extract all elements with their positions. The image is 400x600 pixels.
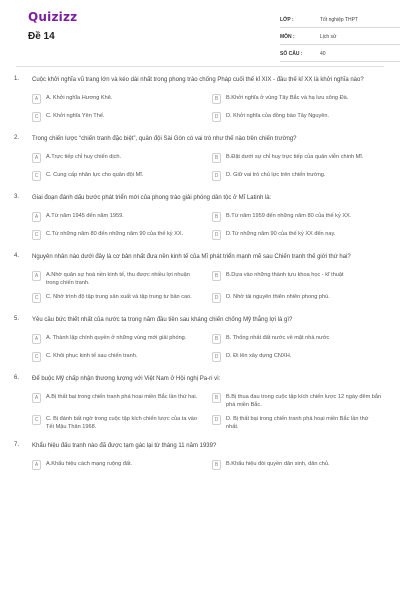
answer-options [32,153,382,183]
question-number: 5. [14,316,20,322]
answer-option[interactable] [212,393,382,409]
question-number: 4. [14,253,20,259]
question-item [0,194,400,242]
answer-option[interactable] [212,271,382,287]
answer-option[interactable] [212,460,382,472]
question-number: 2. [14,135,20,141]
option-letter-box: B [212,94,221,104]
option-text: B.Dựa vào những thành tựu khoa học - kĩ thuật [226,272,344,278]
option-text: D.Từ những năm 90 của thế kỷ XX đến nay. [226,231,336,237]
meta-label: MÔN : [280,34,295,40]
option-letter-box: C [32,171,41,181]
option-text: B.Khẩu hiệu đòi quyền dân sinh, dân chủ. [226,461,330,467]
question-number: 3. [14,194,20,200]
answer-option[interactable] [32,94,202,106]
option-letter-box: B [212,460,221,470]
option-letter-box: C [32,293,41,303]
option-letter-box: D [212,352,221,362]
answer-option[interactable] [212,293,382,305]
option-text: C. Khởi nghĩa Yên Thế. [46,113,105,119]
option-text: A.Khẩu hiệu cách mạng ruộng đất. [46,461,133,467]
answer-option[interactable] [32,415,202,431]
option-text: A. Khởi nghĩa Hương Khê. [46,95,113,101]
option-letter-box: A [32,271,41,281]
option-text: B. Thống nhất đất nước về mặt nhà nước [226,335,330,341]
option-text: C. Cung cấp nhân lực cho quân đội Mĩ. [46,172,144,178]
answer-option[interactable] [32,334,202,346]
question-item [0,442,400,472]
answer-option[interactable] [32,153,202,165]
quizizz-logo: Quizizz [28,10,78,24]
question-item [0,253,400,305]
question-text: Để buộc Mỹ chấp nhận thương lượng với Việt Nam ở Hội nghị Pa-ri vì: [32,376,221,382]
option-text: B.Bị thua đau trong cuộc tập kích chiến lược 12 ngày đêm bắn phá miền Bắc. [226,394,382,408]
option-text: A.Trực tiếp chỉ huy chiến dịch. [46,154,122,160]
option-text: B.Từ năm 1959 đến những năm 80 của thế kỷ XX. [226,213,352,219]
answer-options [32,393,382,431]
meta-row-class [280,13,400,28]
option-letter-box: D [212,171,221,181]
worksheet-title: Đề 14 [28,31,55,42]
option-letter-box: D [212,112,221,122]
meta-value: Lịch sử [320,34,337,40]
option-text: C. Khôi phục kinh tế sau chiến tranh. [46,353,138,359]
meta-label: LỚP : [280,17,294,23]
answer-option[interactable] [32,230,202,242]
question-item [0,76,400,124]
option-text: A.Bị thất bại trong chiến tranh phá hoại miền Bắc lần thứ hai. [46,394,198,400]
answer-option[interactable] [32,352,202,364]
answer-option[interactable] [212,94,382,106]
option-letter-box: A [32,94,41,104]
option-letter-box: B [212,393,221,403]
worksheet-header [12,0,388,64]
meta-label: SỐ CÂU : [280,51,303,57]
answer-option[interactable] [32,112,202,124]
meta-row-count [280,47,400,62]
question-item [0,316,400,364]
answer-options [32,271,382,305]
question-text: Yêu cầu bức thiết nhất của nước ta trong năm đầu tiên sau kháng chiến chống Mỹ thắng lợi là gì? [32,317,293,323]
option-letter-box: A [32,334,41,344]
question-text: Giai đoạn đánh dấu bước phát triển mới của phong trào giải phóng dân tộc ở Mĩ Latinh là: [32,195,272,201]
answer-option[interactable] [32,171,202,183]
meta-panel [280,13,400,64]
question-text: Cuộc khởi nghĩa vũ trang lớn và kéo dài nhất trong phong trào chống Pháp cuối thế kỉ XIX - đầu thế kỉ XX là khởi nghĩa nào? [32,77,364,83]
question-text: Trong chiến lược “chiến tranh đặc biệt”, quân đội Sài Gòn có vai trò như thế nào trên chiến trường? [32,136,297,142]
answer-option[interactable] [212,171,382,183]
option-letter-box: B [212,334,221,344]
answer-option[interactable] [32,460,202,472]
question-item [0,135,400,183]
option-letter-box: B [212,271,221,281]
answer-options [32,334,382,364]
option-letter-box: C [32,230,41,240]
answer-options [32,94,382,124]
answer-option[interactable] [32,393,202,409]
option-text: C. Nhờ trình độ tập trung sản xuất và tập trung tư bản cao. [46,294,192,300]
option-text: D. Khởi nghĩa của đồng bào Tây Nguyên. [226,113,330,119]
answer-option[interactable] [32,271,202,287]
option-text: C. Bị đánh bất ngờ trong cuộc tập kích chiến lược của ta vào Tết Mậu Thân 1968. [46,416,198,430]
option-text: B.Khởi nghĩa ở vùng Tây Bắc và hạ lưu sông Đà. [226,95,349,101]
meta-row-subject [280,30,400,45]
question-number: 1. [14,76,20,82]
answer-option[interactable] [212,334,382,346]
question-number: 6. [14,375,20,381]
option-letter-box: A [32,212,41,222]
answer-option[interactable] [212,153,382,165]
option-text: D. Bị thất bại trong chiến tranh phá hoại miền Bắc lần thứ nhất. [226,416,369,430]
header-divider [16,66,384,67]
option-text: A.Từ năm 1945 đến năm 1959. [46,213,124,219]
answer-option[interactable] [212,112,382,124]
question-list [0,76,400,483]
option-letter-box: D [212,230,221,240]
answer-options [32,212,382,242]
option-letter-box: D [212,415,221,425]
question-text: Nguyên nhân nào dưới đây là cơ bản nhất đưa nền kinh tế của Mĩ phát triển mạnh mẽ sau Chiến tranh thế giới thứ hai? [32,254,351,260]
question-item [0,375,400,431]
option-text: A. Thành lập chính quyền ở những vùng mới giải phóng. [46,335,187,341]
meta-value: 40 [320,51,326,57]
option-text: D. Nhờ tài nguyên thiên nhiên phong phú. [226,294,330,300]
option-text: B.Đặt dưới sự chỉ huy trực tiếp của quân viễn chinh Mĩ. [226,154,364,160]
answer-options [32,460,382,472]
meta-value: Tốt nghiệp THPT [320,17,358,23]
option-letter-box: C [32,112,41,122]
option-text: D. Đi lên xây dựng CNXH. [226,353,292,359]
answer-option[interactable] [212,352,382,364]
option-letter-box: D [212,293,221,303]
option-text: A.Nhờ quân sự hoá nền kinh tế, thu được nhiều lợi nhuận trong chiến tranh. [46,272,190,286]
option-letter-box: A [32,153,41,163]
option-letter-box: A [32,460,41,470]
answer-option[interactable] [212,415,382,431]
answer-option[interactable] [212,230,382,242]
option-letter-box: C [32,352,41,362]
option-letter-box: C [32,415,41,425]
option-letter-box: B [212,212,221,222]
question-text: Khẩu hiệu đấu tranh nào đã được tạm gác lại từ tháng 11 năm 1939? [32,443,217,449]
option-letter-box: A [32,393,41,403]
question-number: 7. [14,442,20,448]
option-letter-box: B [212,153,221,163]
answer-option[interactable] [212,212,382,224]
option-text: C.Từ những năm 80 đến những năm 90 của thế kỷ XX. [46,231,184,237]
answer-option[interactable] [32,293,202,305]
answer-option[interactable] [32,212,202,224]
option-text: D. Giữ vai trò chủ lực trên chiến trường. [226,172,326,178]
